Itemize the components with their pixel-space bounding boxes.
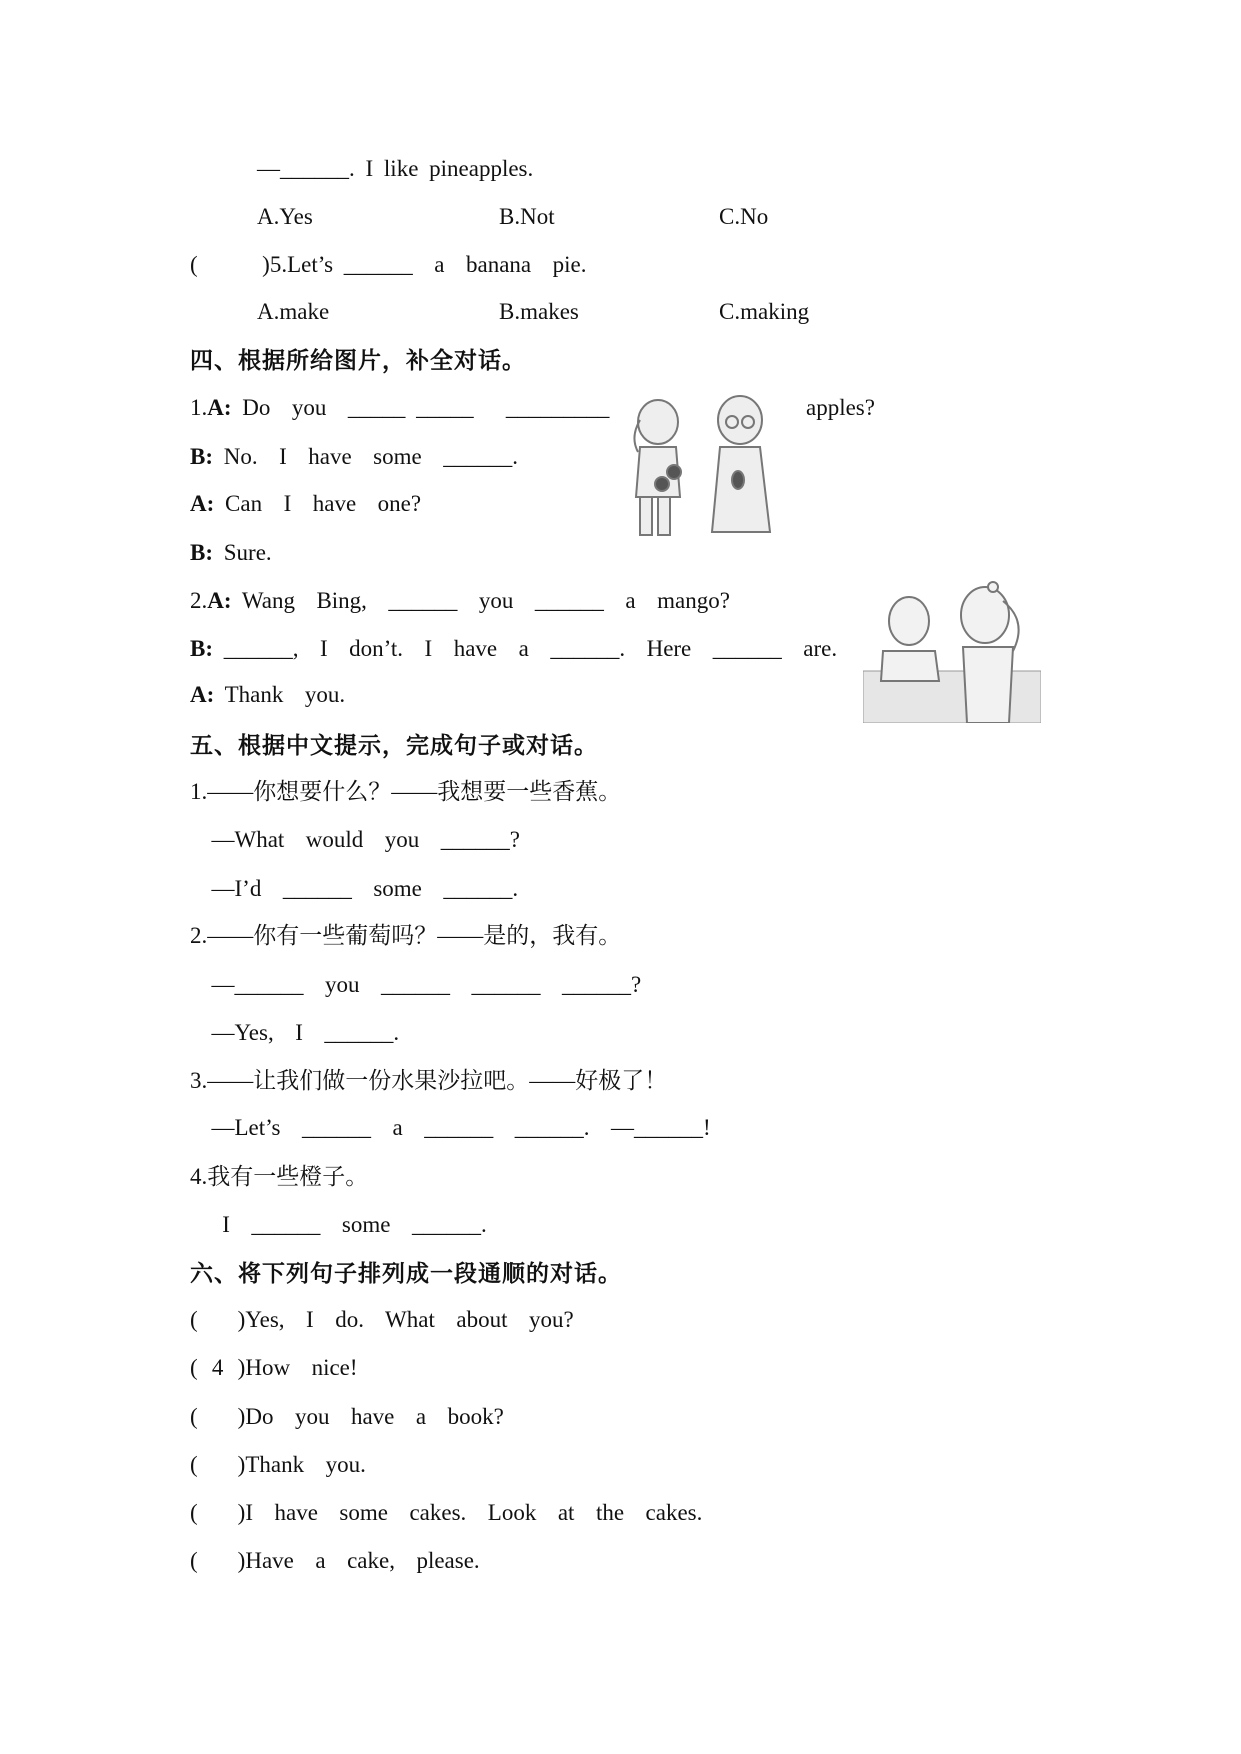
dialog2-line: A: Thank you. [190,682,346,707]
order-item: ( )Yes, I do. What about you? [190,1307,574,1332]
order-item: ( )Have a cake, please. [190,1548,480,1573]
q5-stem: ( )5.Let’s ______ a banana pie. [190,252,587,277]
q5-option-c: C.making [719,299,810,324]
section5-line: —Let’s ______ a ______ ______. —______! [190,1115,711,1140]
q5-option-b: B.makes [499,299,579,324]
section5-line: 1.——你想要什么？——我想要一些香蕉。 [190,779,622,804]
q4-option-c: C.No [719,204,769,229]
order-item: ( )Do you have a book? [190,1404,504,1429]
boy-girl-illustration [863,581,1041,723]
section6-title: 六、将下列句子排列成一段通顺的对话。 [190,1261,622,1287]
section5-line: 2.——你有一些葡萄吗？——是的，我有。 [190,923,622,948]
dialog1-line: A: Can I have one? [190,491,422,516]
dialog1-tail: apples? [806,395,875,420]
dialog1-line: 1.A: Do you _____ _____ _________ [190,395,610,420]
section5-line: 3.——让我们做一份水果沙拉吧。——好极了！ [190,1068,668,1093]
section5-line: —Yes, I ______. [190,1020,400,1045]
q4-option-a: A.Yes [257,204,313,229]
dialog2-line: 2.A: Wang Bing, ______ you ______ a mango? [190,588,730,613]
q4-answer-line: —______. I like pineapples. [257,156,534,181]
q4-option-b: B.Not [499,204,555,229]
section4-title: 四、根据所给图片，补全对话。 [190,348,526,374]
dialog1-line: B: No. I have some ______. [190,444,518,469]
section5-title: 五、根据中文提示，完成句子或对话。 [190,733,598,759]
section5-line: —______ you ______ ______ ______? [190,972,642,997]
q5-option-a: A.make [257,299,330,324]
section5-line: —What would you ______? [190,827,521,852]
order-item: ( 4 )How nice! [190,1355,358,1380]
section5-line: —I’d ______ some ______. [190,876,519,901]
order-item: ( )I have some cakes. Look at the cakes. [190,1500,703,1525]
two-girls-illustration [620,392,792,538]
dialog2-line: B: ______, I don’t. I have a ______. Here ______ are. [190,636,838,661]
dialog1-line: B: Sure. [190,540,272,565]
order-item: ( )Thank you. [190,1452,366,1477]
section5-line: I ______ some ______. [190,1212,487,1237]
section5-line: 4.我有一些橙子。 [190,1164,369,1189]
